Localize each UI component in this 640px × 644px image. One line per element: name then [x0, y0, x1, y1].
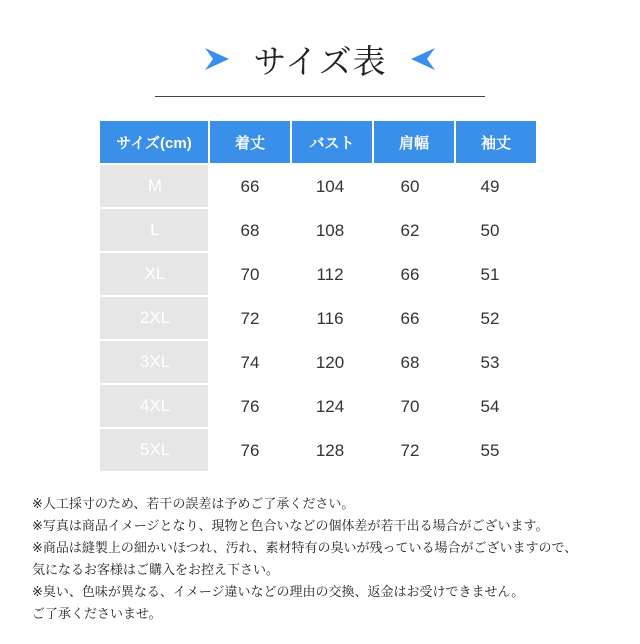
note-line: ※写真は商品イメージとなり、現物と色合いなどの個体差が若干出る場合がございます。 [32, 519, 549, 534]
size-label: 3XL [100, 341, 208, 383]
cell-length: 70 [240, 265, 260, 284]
size-label: L [100, 209, 208, 251]
size-table [100, 121, 540, 473]
cell-length: 74 [240, 353, 260, 372]
table-row [100, 165, 540, 209]
note-line: ※人工採寸のため、若干の誤差は予めご了承ください。 [32, 497, 355, 512]
title-area [0, 34, 640, 84]
cell-bust: 104 [315, 177, 345, 196]
note-line: ※商品は縫製上の細かいほつれ、汚れ、素材特有の臭いが残っている場合がございますので、 [32, 541, 578, 556]
page-title: サイズ表 [253, 41, 387, 81]
note-line: ご了承くださいませ。 [32, 607, 162, 622]
size-label: 5XL [100, 429, 208, 471]
cell-sleeve: 52 [480, 309, 500, 328]
cell-bust: 124 [315, 397, 345, 416]
title-divider [155, 96, 485, 97]
notes [32, 494, 632, 626]
table-row [100, 385, 540, 429]
header-sleeve: 袖丈 [456, 121, 536, 163]
cell-length: 76 [240, 397, 260, 416]
cell-length: 66 [240, 177, 260, 196]
left-arrow-icon [407, 46, 441, 72]
cell-sleeve: 49 [480, 177, 500, 196]
cell-shoulder: 70 [400, 397, 420, 416]
size-label: XL [100, 253, 208, 295]
table-header-row [100, 121, 540, 165]
cell-length: 68 [240, 221, 260, 240]
cell-sleeve: 54 [480, 397, 500, 416]
cell-bust: 108 [315, 221, 345, 240]
size-label: M [100, 165, 208, 207]
header-size: サイズ(cm) [100, 121, 208, 163]
table-row [100, 209, 540, 253]
cell-bust: 128 [315, 441, 345, 460]
cell-shoulder: 72 [400, 441, 420, 460]
cell-shoulder: 66 [400, 265, 420, 284]
table-row [100, 429, 540, 473]
cell-shoulder: 60 [400, 177, 420, 196]
size-label: 4XL [100, 385, 208, 427]
table-row [100, 297, 540, 341]
note-line: 気になるお客様はご購入をお控え下さい。 [32, 563, 280, 578]
size-label: 2XL [100, 297, 208, 339]
header-shoulder: 肩幅 [374, 121, 454, 163]
cell-shoulder: 68 [400, 353, 420, 372]
cell-length: 72 [240, 309, 260, 328]
cell-sleeve: 55 [480, 441, 500, 460]
cell-bust: 116 [316, 309, 344, 328]
cell-length: 76 [240, 441, 260, 460]
cell-shoulder: 66 [400, 309, 420, 328]
note-line: ※臭い、色味が異なる、イメージ違いなどの理由の交換、返金はお受けできません。 [32, 585, 525, 600]
header-bust: バスト [292, 121, 372, 163]
cell-sleeve: 53 [480, 353, 500, 372]
right-arrow-icon [199, 46, 233, 72]
table-row [100, 341, 540, 385]
cell-sleeve: 50 [480, 221, 500, 240]
cell-sleeve: 51 [480, 265, 500, 284]
table-row [100, 253, 540, 297]
cell-bust: 112 [316, 265, 344, 284]
cell-shoulder: 62 [400, 221, 420, 240]
cell-bust: 120 [315, 353, 345, 372]
header-length: 着丈 [210, 121, 290, 163]
